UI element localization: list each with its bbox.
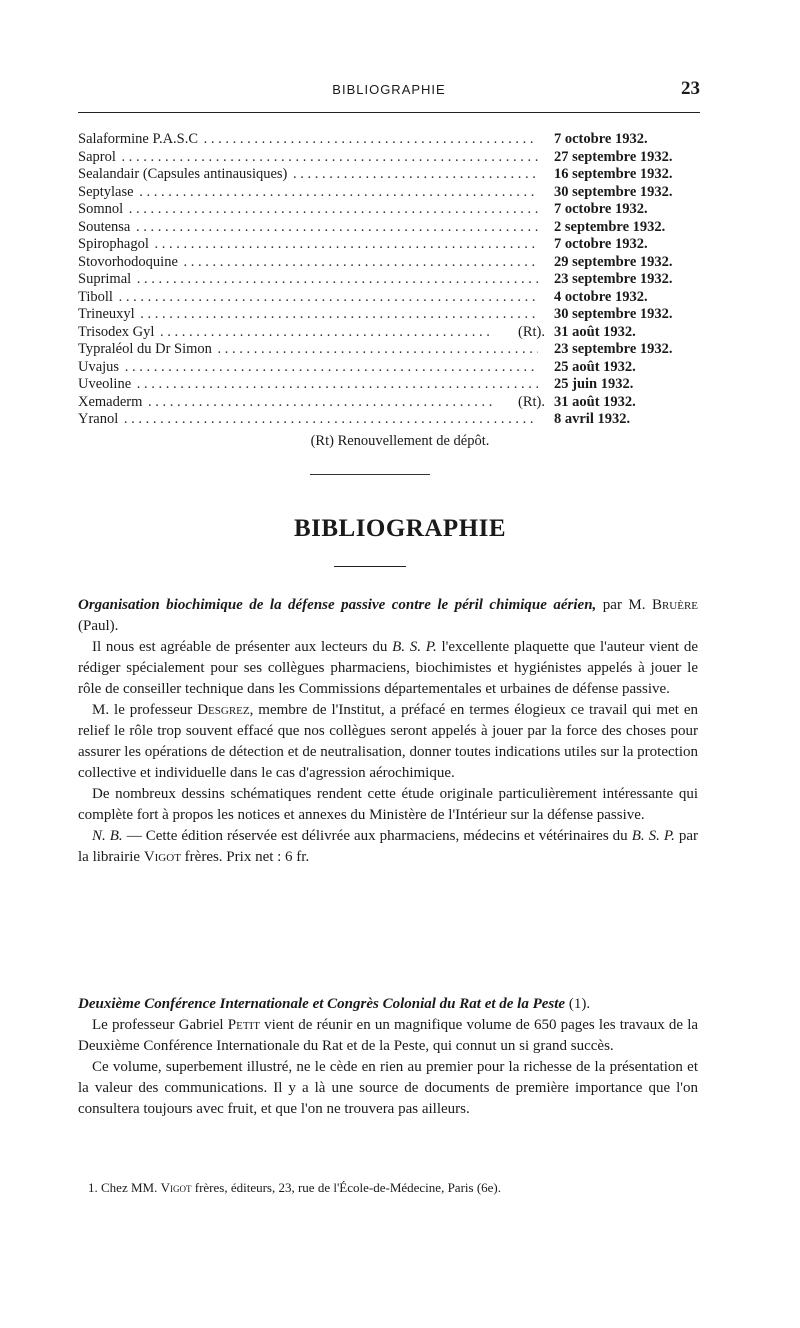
list-item <box>78 149 703 167</box>
list-item <box>78 394 703 412</box>
entry-name: Trisodex Gyl <box>78 323 155 340</box>
list-item <box>78 236 703 254</box>
review-author: par M. Bruère (Paul). <box>78 597 699 634</box>
entry-name: Tiboll <box>78 288 113 305</box>
list-item <box>78 359 703 377</box>
running-title: BIBLIOGRAPHIE <box>332 82 446 97</box>
entry-date: 7 octobre 1932. <box>554 236 648 252</box>
entry-date: 30 septembre 1932. <box>554 183 673 200</box>
entry-date: 16 septembre 1932. <box>554 166 673 182</box>
entry-date: 31 août 1932. <box>554 393 636 410</box>
header-rule <box>78 112 700 113</box>
review-heading <box>78 994 698 1015</box>
entry-name: Uvajus <box>78 358 120 375</box>
page-number: 23 <box>681 78 700 99</box>
entry-name: Suprimal <box>78 271 132 287</box>
list-item <box>78 131 703 149</box>
entry-name: Sealandair (Capsules antinausiques) <box>78 166 288 182</box>
footnote: 1. Chez MM. Vigot frères, éditeurs, 23, rue de l'École-de-Médecine, Paris (6e). <box>88 1180 501 1195</box>
review-paragraph: Il nous est agréable de présenter aux lecteurs du B. S. P. l'excellente plaquette que l'auteur vient de rédiger spécialement pour ses collègues pharmaciens, biochimistes et hygiénistes appelés à jouer le rôle de conseiller technique dans les Commissions départementales et urbaines de défense passive. <box>78 639 698 697</box>
entry-name: Spirophagol <box>78 236 149 252</box>
list-item <box>78 376 703 394</box>
list-item <box>78 166 703 184</box>
review-organisation-biochimique <box>78 595 698 868</box>
entry-renewal: (Rt). <box>493 324 545 342</box>
entry-date: 27 septembre 1932. <box>554 148 673 165</box>
list-item <box>78 201 703 219</box>
list-item <box>78 341 703 359</box>
review-paragraph: N. B. — Cette édition réservée est délivrée aux pharmaciens, médecins et vétérinaires du B. S. P. par la librairie Vigot frères. Prix net : 6 fr. <box>78 828 699 865</box>
entry-date: 23 septembre 1932. <box>554 271 673 287</box>
list-item <box>78 254 703 272</box>
page-header <box>78 78 700 102</box>
title-underline <box>334 566 406 567</box>
entry-name: Somnol <box>78 201 124 217</box>
entry-date: 25 août 1932. <box>554 358 636 375</box>
review-heading <box>78 595 698 637</box>
entry-date: 4 octobre 1932. <box>554 288 648 305</box>
review-paragraph: De nombreux dessins schématiques rendent cette étude originale particulièrement intéressante qui complète fort à propos les notices et annexes du Ministère de l'Intérieur sur la défense passive. <box>78 786 698 823</box>
entry-date: 30 septembre 1932. <box>554 306 673 322</box>
section-divider <box>310 474 430 475</box>
entry-date: 7 octobre 1932. <box>554 131 648 147</box>
renewal-note: (Rt) Renouvellement de dépôt. <box>310 433 490 449</box>
entry-name: Soutensa <box>78 218 131 235</box>
list-item <box>78 219 703 237</box>
list-item <box>78 411 703 429</box>
review-conference-rat-peste <box>78 994 698 1120</box>
review-paragraph: Ce volume, superbement illustré, ne le cède en rien au premier pour la richesse de la présentation et la valeur des communications. Il y a là une source de documents de première importance que l'on consultera toujours avec fruit, et que l'on ne trouvera pas ailleurs. <box>78 1059 698 1117</box>
entry-date: 8 avril 1932. <box>554 411 631 427</box>
entry-renewal: (Rt). <box>493 394 545 412</box>
review-paragraph: M. le professeur Desgrez, membre de l'Institut, a préfacé en termes élogieux ce travail qui met en relief le rôle trop souvent effacé que nos collègues seront appelés à jouer par la force des choses pour assurer les opérations de détection et de neutralisation, donner toutes indications utiles sur la protection collective et individuelle dans le cas d'agression aérochimique. <box>78 702 699 781</box>
entry-name: Typraléol du Dr Simon <box>78 341 212 357</box>
deposit-list <box>78 131 703 429</box>
list-item <box>78 324 703 342</box>
entry-date: 23 septembre 1932. <box>554 341 673 357</box>
entry-name: Septylase <box>78 183 134 200</box>
entry-name: Stovorhodoquine <box>78 253 178 270</box>
list-item <box>78 306 703 324</box>
footnote-marker: (1). <box>568 996 591 1012</box>
entry-date: 31 août 1932. <box>554 323 636 340</box>
entry-name: Xemaderm <box>78 393 143 410</box>
entry-name: Salaformine P.A.S.C <box>78 131 199 147</box>
review-paragraph: Le professeur Gabriel Petit vient de réunir en un magnifique volume de 650 pages les travaux de la Deuxième Conférence Internationale du Rat et de la Peste, qui connut un si grand succès. <box>78 1017 699 1054</box>
entry-name: Uveoline <box>78 376 132 392</box>
entry-date: 29 septembre 1932. <box>554 253 673 270</box>
entry-name: Yranol <box>78 411 119 427</box>
review-title: Organisation biochimique de la défense passive contre le péril chimique aérien, <box>78 597 597 613</box>
list-item <box>78 184 703 202</box>
entry-date: 2 septembre 1932. <box>554 218 666 235</box>
section-title: BIBLIOGRAPHIE <box>293 515 507 542</box>
review-title: Deuxième Conférence Internationale et Congrès Colonial du Rat et de la Peste <box>78 996 566 1012</box>
entry-name: Saprol <box>78 148 116 165</box>
entry-date: 7 octobre 1932. <box>554 201 648 217</box>
entry-date: 25 juin 1932. <box>554 376 634 392</box>
list-item <box>78 271 703 289</box>
list-item <box>78 289 703 307</box>
entry-name: Trineuxyl <box>78 306 135 322</box>
